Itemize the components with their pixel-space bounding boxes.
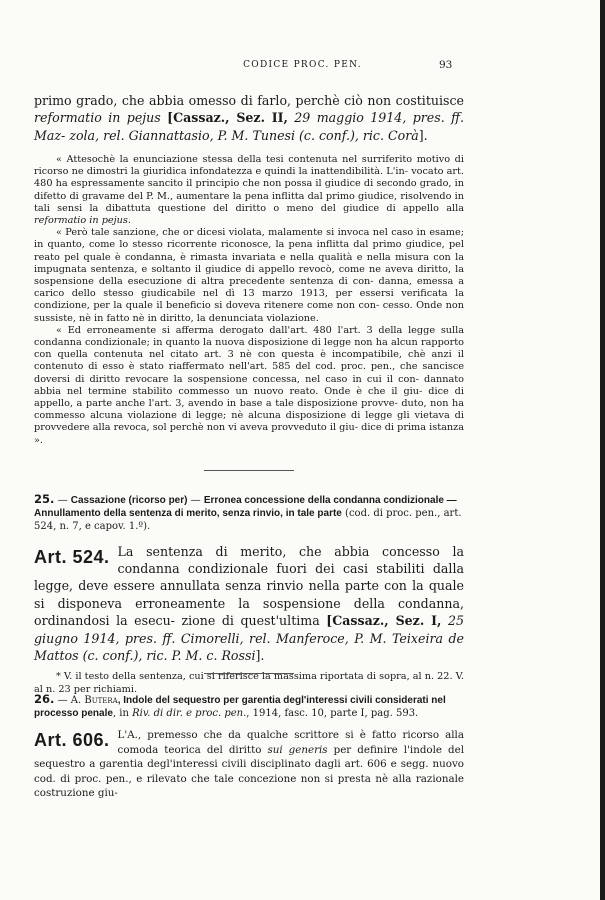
excerpt-line: danna, emessa a carico dello stesso giudicabile nel dì 13 marzo 1913, per essersi [34,276,464,300]
article-title: processo penale [34,708,113,720]
excerpt-paragraph-3 [34,325,464,447]
section-26-heading [34,693,464,720]
maxim-line: erroneamente la sospensione della condanna, ordinandosi la esecu- [34,595,464,629]
excerpt-line: sancisce doversi di diritto revocare la sospensione concessa, nel caso in cui il con- [34,361,464,385]
review-line: per definire l'indole del sequestro a [34,743,464,771]
excerpt-line: vocato art. 480 ha espressamente sancito il principio che non possa il giudice di [34,166,464,190]
running-title: CODICE PROC. PEN. [243,60,362,70]
opening-date: 29 maggio 1914, pres. ff. Maz- [34,110,465,143]
excerpt-line: gli vietava di provvedere alla revoca, sol perchè non vi aveva provveduto il giu- [34,410,464,434]
excerpt-line: di ricorso ne dimostri la giuridica infondatezza e quindi la inattendibilità. L'in- [34,154,464,178]
review-line: teorica del diritto [164,743,262,756]
excerpt-line: dannato abbia nel termine stabilito commesso un nuovo reato. Onde è che il giu- [34,373,464,397]
excerpt-line: duto, non ha commesso alcuna violazione di legge; nè alcuna disposizione di legge [34,398,465,422]
opening-court: [Cassaz., Sez. II, [167,110,288,126]
journal-ref: , in [112,708,129,720]
section-reference: pen., art. 524, n. 7, e capov. 1.º). [34,508,462,533]
journal-name: Riv. di dir. e proc. pen. [132,708,247,720]
opening-line-1: primo grado, che abbia omesso di farlo, perchè ciò non costituisce [34,93,464,108]
journal-ref: , 1914, fasc. 10, parte I, pag. 593. [246,708,419,720]
maxim-line: condizionale fuori dei casi stabiliti dalla legge, deve [34,561,464,594]
note-line: * V. il testo della sentenza, cui si riferisce la massima riportata di sopra, [56,671,410,683]
opening-latin: reformatio in pejus [34,110,161,126]
excerpt-line: esame; in quanto, come lo stesso ricorrente riconosce, la pena inflitta dal primo [34,227,464,251]
maxim-court: [Cassaz., Sez. I, [326,613,442,629]
maxim-parties: P. M. c. Rossi [171,648,256,664]
excerpt-line: « Ed erroneamente si afferma derogato dall'art. 480 l'art. 3 della legge sulla [56,324,464,336]
excerpt-line: del giudice di appello alla [320,202,464,214]
article-title: , Indole del sequestro per garentia degl'interessi civili considerati nel [117,695,446,706]
judgment-excerpt [34,154,464,447]
excerpt-line: cesso. Onde non sussiste, nè in fatto nè in diritto, la denunciata violazione. [34,300,464,324]
running-head [0,60,605,72]
section-25 [34,493,464,696]
author-surname: Butera [84,695,118,706]
excerpt-line: secondo grado, in difetto di gravame del P. M., aumentare la pena inflitta dal [34,178,464,202]
excerpt-line: dice di prima istanza ». [34,422,464,446]
excerpt-line: misura con la impugnata sentenza, e soltanto il giudice di appello revocò, come ne [34,251,464,275]
excerpt-line: giudice, pel reato pel quale è condanna, è rimasta invariata e nella qualità e nella [34,239,464,263]
excerpt-line: dice di appello, a parte anche l'art. 3, avendo in base a tale disposizione provve- [34,385,464,410]
maxim-parties: Cimorelli, rel. Manferoce, P. M. Teixeira de Mattos (c. conf.), ric. [34,630,464,664]
excerpt-line: anzi il contenuto di esso è stato riaffermato nell'art. 585 del cod. proc. pen., che [34,349,464,373]
excerpt-paragraph-2 [34,227,464,325]
opening-close: ]. [418,127,428,143]
section-25-heading [34,493,464,534]
dash: — [190,495,201,506]
opening-parties: zola, rel. Giannattasio, P. M. Tunesi (c. conf.), ric. Corà [69,127,419,143]
review-line: pen., e rilevato che tale concezione non si presta nè alla razionale costruzione giu- [34,772,465,800]
article-label: Art. 606. [34,730,110,751]
article-label: Art. 524. [34,546,110,567]
note-line: al n. 22. V. al n. 23 per richiami. [34,671,464,695]
section-topic: Cassazione (ricorso per) [70,495,188,506]
review-body [34,728,464,800]
maxim-line: essere annullata senza rinvio nella parte con la quale si disponeva [34,578,464,611]
page-edge-shadow [600,0,605,900]
review-line: L'A., premesso che da qualche scrittore si è fatto ricorso alla comoda [117,729,464,756]
section-26 [34,693,464,800]
excerpt-line: aveva diritto, la sospensione della esecuzione di altra precedente sentenza di con- [34,263,464,288]
excerpt-line: condanna condizionale; in quanto la nuova disposizione di legge non ha alcun [34,337,418,349]
page-number: 93 [439,59,453,71]
maxim-close: ]. [255,648,265,664]
section-subtopic: Erronea concessione della condanna condizionale — [203,495,457,506]
excerpt-paragraph-1 [34,154,464,227]
section-subtopic: Annullamento della sentenza di merito, senza rinvio, in tale parte [34,508,342,520]
excerpt-line: rapporto con quella contenuta nel citato art. 3 nè con questa è incompatibile, chè [34,337,464,361]
excerpt-line: verificata la condizione, per la quale il beneficio si doveva ritenere come non con- [34,288,464,312]
section-number: 25. [34,492,55,506]
review-line: garentia degl'interessi civili disciplinato dagli art. 606 e segg. nuovo cod. di proc. [34,758,464,785]
maxim-date: 25 giugno 1914, pres. ff. [34,613,464,646]
excerpt-line: « Però tale sanzione, che or dicesi violata, malamente si invoca nel caso in [56,227,426,239]
review-latin: sui generis [267,743,328,756]
author-initial: A. [70,695,82,706]
opening-paragraph [34,92,464,144]
excerpt-line: primo giudice, risolvendo in tali sensi la dibattuta questione del diritto o meno [34,190,464,214]
maxim-line: La sentenza di merito, che abbia concesso la condanna [117,543,464,577]
excerpt-line: « Attesochè la enunciazione stessa della tesi contenuta nel surriferito motivo [56,154,451,165]
section-divider [204,470,294,471]
section-number: 26. [34,692,55,706]
excerpt-latin: reformatio in pejus. [34,215,131,227]
dash: — [57,695,68,706]
section-divider [204,673,294,674]
dash: — [57,495,68,506]
maxim-citation: zione di quest'ultima [181,613,320,629]
section-reference: (cod. di proc. [345,508,413,520]
maxim [34,543,464,665]
